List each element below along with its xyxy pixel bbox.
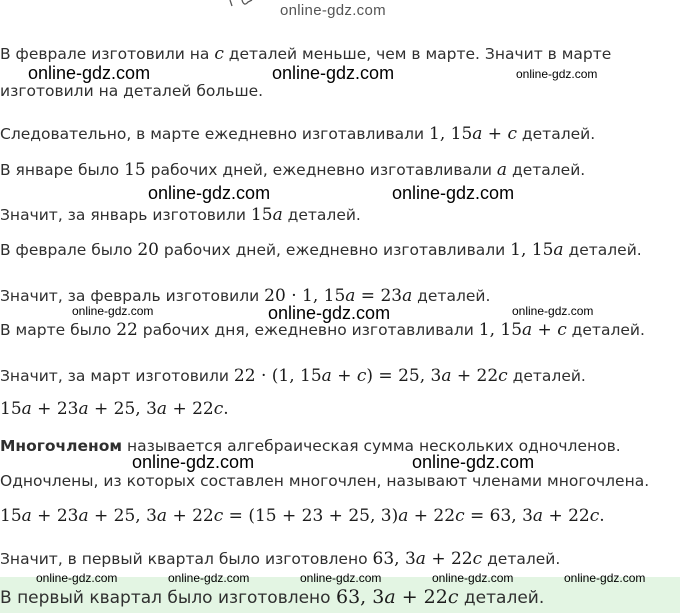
math: 22 · (1, 15 — [233, 366, 322, 386]
math: = 23 — [355, 286, 403, 306]
variable: a — [441, 366, 452, 386]
variable: a — [522, 320, 533, 340]
text-line-3 — [0, 124, 595, 144]
text: деталей. — [412, 287, 491, 305]
math: 1, 15 — [510, 240, 554, 260]
answer-line — [0, 587, 544, 608]
text-line-7 — [0, 286, 490, 306]
text: Значит, в первый квартал было изготовлено — [0, 550, 373, 568]
math: = (15 + 23 + 25, 3) — [223, 506, 399, 526]
watermark: online-gdz.com — [36, 571, 118, 585]
watermark: online-gdz.com — [268, 303, 391, 323]
text: Значит, за февраль изготовили — [0, 287, 265, 305]
math: 63, 3 — [335, 586, 385, 608]
text: деталей. — [566, 321, 645, 339]
watermark: online-gdz.com — [512, 304, 594, 318]
text: В марте было — [0, 321, 117, 339]
text: Значит, за март изготовили — [0, 367, 234, 385]
text-line-4 — [0, 160, 585, 180]
math: 63, 3 — [372, 549, 416, 569]
text: деталей. — [458, 588, 545, 608]
variable: a — [496, 160, 508, 180]
text: называется алгебраическая сумма нескольких одночленов. — [122, 437, 621, 455]
text-line-9 — [0, 366, 586, 386]
watermark: online-gdz.com — [272, 63, 395, 83]
math: + 22 — [425, 549, 473, 569]
text-line-5 — [0, 205, 361, 225]
variable: a — [398, 506, 409, 526]
math: + — [482, 124, 508, 144]
text: деталей меньше, чем в марте. Значит в марте — [223, 45, 612, 63]
math: + 22 — [408, 506, 456, 526]
text: рабочих дня, ежедневно изготавливали — [137, 321, 479, 339]
variable: c — [507, 124, 517, 144]
math: 15 — [0, 399, 22, 419]
math: . — [223, 399, 229, 419]
variable: a — [156, 506, 168, 526]
text: Значит, за январь изготовили — [0, 206, 251, 224]
math: + 22 — [451, 366, 499, 386]
math: = 63, 3 — [464, 506, 533, 526]
math: + — [331, 366, 357, 386]
text-line-6 — [0, 240, 642, 260]
watermark: online-gdz.com — [412, 452, 535, 472]
math: 15 — [250, 205, 273, 225]
text: деталей. — [507, 367, 586, 385]
cut-off-glyph — [228, 0, 258, 8]
variable: c — [356, 366, 367, 386]
math: + — [532, 320, 558, 340]
variable: a — [78, 399, 89, 419]
math-expression-line-2 — [0, 506, 605, 526]
text-line-14 — [0, 549, 560, 569]
variable: a — [472, 124, 483, 144]
text: рабочих дней, ежедневно изготавливали — [145, 161, 497, 179]
variable: c — [213, 399, 224, 419]
text-line-8 — [0, 320, 645, 340]
variable: c — [498, 366, 508, 386]
text-line-12 — [0, 471, 649, 491]
math: 15 — [0, 506, 22, 526]
math: 22 — [116, 320, 138, 340]
variable: a — [156, 399, 168, 419]
math: + 25, 3 — [88, 399, 157, 419]
text: деталей. — [507, 161, 586, 179]
math: + 22 — [543, 506, 590, 526]
watermark: online-gdz.com — [432, 571, 514, 585]
math: + 22 — [395, 586, 448, 608]
variable: c — [589, 506, 600, 526]
variable: a — [272, 205, 283, 225]
text-line-2 — [0, 81, 263, 101]
variable: a — [345, 286, 356, 306]
math: + 23 — [31, 399, 79, 419]
math: + 23 — [31, 506, 79, 526]
variable: a — [553, 240, 564, 260]
watermark: online-gdz.com — [564, 571, 646, 585]
text: деталей. — [282, 206, 361, 224]
variable: c — [447, 586, 459, 608]
math: + 22 — [167, 399, 214, 419]
text: деталей. — [517, 125, 596, 143]
variable: c — [472, 549, 483, 569]
variable: a — [321, 366, 332, 386]
variable: a — [532, 506, 544, 526]
variable: a — [415, 549, 426, 569]
watermark-top: online-gdz.com — [280, 2, 386, 19]
variable: a — [402, 286, 413, 306]
math: 1, 15 — [429, 124, 473, 144]
variable: a — [384, 586, 396, 608]
text: деталей. — [482, 550, 561, 568]
math: . — [599, 506, 605, 526]
watermark: online-gdz.com — [300, 571, 382, 585]
text: Одночлены, из которых составлен многочлен, называют членами многочлена. — [0, 472, 650, 490]
watermark: online-gdz.com — [168, 571, 250, 585]
text: деталей. — [563, 241, 642, 259]
math: 15 — [124, 160, 146, 180]
watermark: online-gdz.com — [392, 183, 515, 203]
variable: c — [213, 506, 224, 526]
variable: a — [21, 399, 32, 419]
math: 20 — [137, 240, 159, 260]
math: ) = 25, 3 — [366, 366, 442, 386]
math: 20 · 1, 15 — [264, 286, 346, 306]
math: 1, 15 — [478, 320, 523, 340]
watermark: online-gdz.com — [28, 63, 151, 83]
text: рабочих дней, ежедневно изготавливали — [158, 241, 511, 259]
variable: c — [557, 320, 567, 340]
watermark: online-gdz.com — [516, 67, 598, 81]
text: В феврале изготовили на — [0, 45, 215, 63]
variable: c — [455, 506, 465, 526]
text: В первый квартал было изготовлено — [0, 588, 336, 608]
math-expression-line — [0, 399, 229, 419]
variable: a — [21, 506, 32, 526]
text: В феврале было — [0, 241, 138, 259]
text-line-1 — [0, 44, 611, 64]
variable: c — [214, 44, 224, 64]
math: + 25, 3 — [88, 506, 157, 526]
watermark: online-gdz.com — [148, 183, 271, 203]
text: В январе было — [0, 161, 125, 179]
text: изготовили на деталей больше. — [0, 82, 264, 100]
variable: a — [78, 506, 89, 526]
watermark: online-gdz.com — [72, 304, 154, 318]
math: + 22 — [167, 506, 214, 526]
term-bold: Многочленом — [0, 437, 123, 455]
watermark: online-gdz.com — [132, 452, 255, 472]
text: Следовательно, в марте ежедневно изготавливали — [0, 125, 429, 143]
